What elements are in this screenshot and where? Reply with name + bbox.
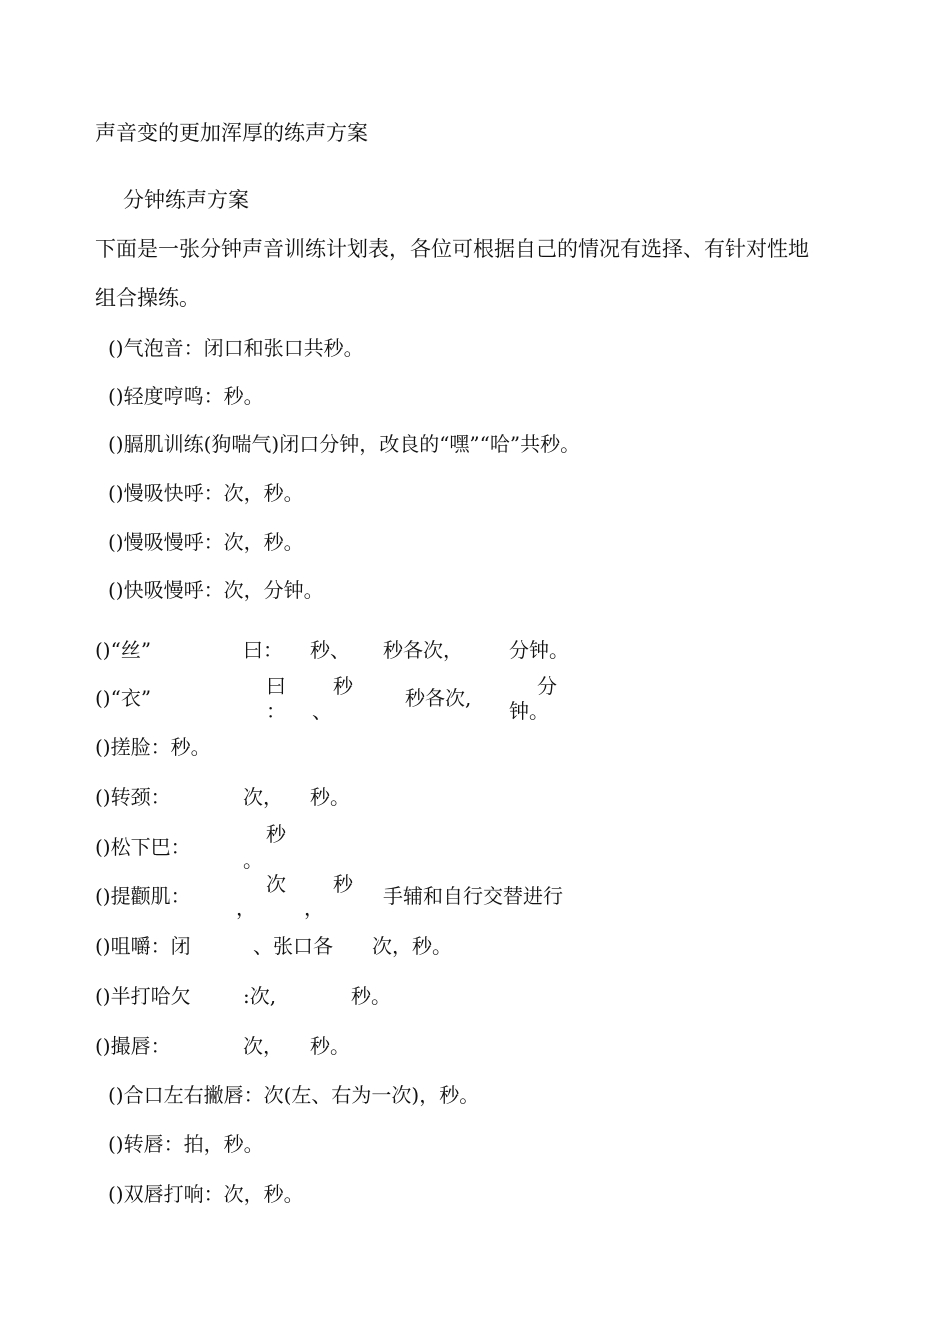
list-item-yi-sec: 秒 (333, 674, 353, 698)
list-item-diaphragm: ()膈肌训练(狗喘气)闭口分钟，改良的“嘿”“哈”共秒。 (108, 432, 581, 456)
list-item-cheek-label: ()提颧肌： (95, 884, 191, 908)
list-item-neck-label: ()转颈： (95, 785, 171, 809)
list-item-jaw-sec: 秒 (266, 822, 286, 846)
list-item-neck-times: 次， (243, 785, 283, 809)
list-item-cheek-comma-1: ， (236, 896, 256, 920)
list-item-humming: ()轻度哼鸣：秒。 (108, 384, 264, 408)
list-item-fast-in-slow-out: ()快吸慢呼：次，分钟。 (108, 578, 324, 602)
list-item-yi-comma: 、 (312, 699, 332, 723)
list-item-lip-rotate: ()转唇：拍，秒。 (108, 1132, 264, 1156)
list-item-pucker-sec: 秒。 (310, 1034, 350, 1058)
list-item-chew-open: 、张口各 (253, 934, 333, 958)
document-title: 声音变的更加浑厚的练声方案 (95, 121, 368, 145)
list-item-si-each: 秒各次， (383, 638, 463, 662)
list-item-cheek-comma-2: ， (304, 896, 324, 920)
list-item-chew-label: ()咀嚼：闭 (95, 934, 191, 958)
list-item-jaw-dot: 。 (243, 848, 263, 872)
section-heading: 分钟练声方案 (123, 188, 249, 212)
list-item-cheek-note: 手辅和自行交替进行 (383, 884, 563, 908)
list-item-rub-face: ()搓脸：秒。 (95, 735, 211, 759)
list-item-si-label: ()“丝” (95, 638, 152, 662)
list-item-jaw-label: ()松下巴： (95, 835, 191, 859)
list-item-yi-label: ()“衣” (95, 686, 152, 710)
list-item-slow-in-fast-out: ()慢吸快呼：次，秒。 (108, 481, 304, 505)
list-item-lip-pop: ()双唇打响：次，秒。 (108, 1182, 304, 1206)
list-item-neck-sec: 秒。 (310, 785, 350, 809)
list-item-pucker-label: ()撮唇： (95, 1034, 171, 1058)
list-item-yawn-label: ()半打哈欠 (95, 984, 191, 1008)
list-item-chew-rest: 次，秒。 (372, 934, 452, 958)
list-item-cheek-times: 次 (266, 872, 286, 896)
list-item-yi-colon: ： (266, 699, 286, 723)
list-item-cheek-sec: 秒 (333, 872, 353, 896)
list-item-yawn-sec: 秒。 (351, 984, 391, 1008)
intro-line-1: 下面是一张分钟声音训练计划表，各位可根据自己的情况有选择、有针对性地 (95, 237, 809, 261)
list-item-lip-side: ()合口左右撇唇：次(左、右为一次)，秒。 (108, 1083, 480, 1107)
list-item-si-min: 分钟。 (509, 638, 569, 662)
list-item-slow-in-slow-out: ()慢吸慢呼：次，秒。 (108, 530, 304, 554)
list-item-si-yue: 曰： (243, 638, 283, 662)
list-item-yi-min: 分 (537, 674, 557, 698)
list-item-yi-each: 秒各次, (405, 686, 472, 710)
list-item-yi-min-2: 钟。 (509, 699, 549, 723)
list-item-si-sec: 秒、 (310, 638, 350, 662)
list-item-yi-yue: 曰 (266, 674, 286, 698)
intro-line-2: 组合操练。 (95, 286, 200, 310)
list-item-yawn-times: :次, (243, 984, 277, 1008)
list-item-pucker-times: 次， (243, 1034, 283, 1058)
list-item-bubble: ()气泡音：闭口和张口共秒。 (108, 336, 364, 360)
